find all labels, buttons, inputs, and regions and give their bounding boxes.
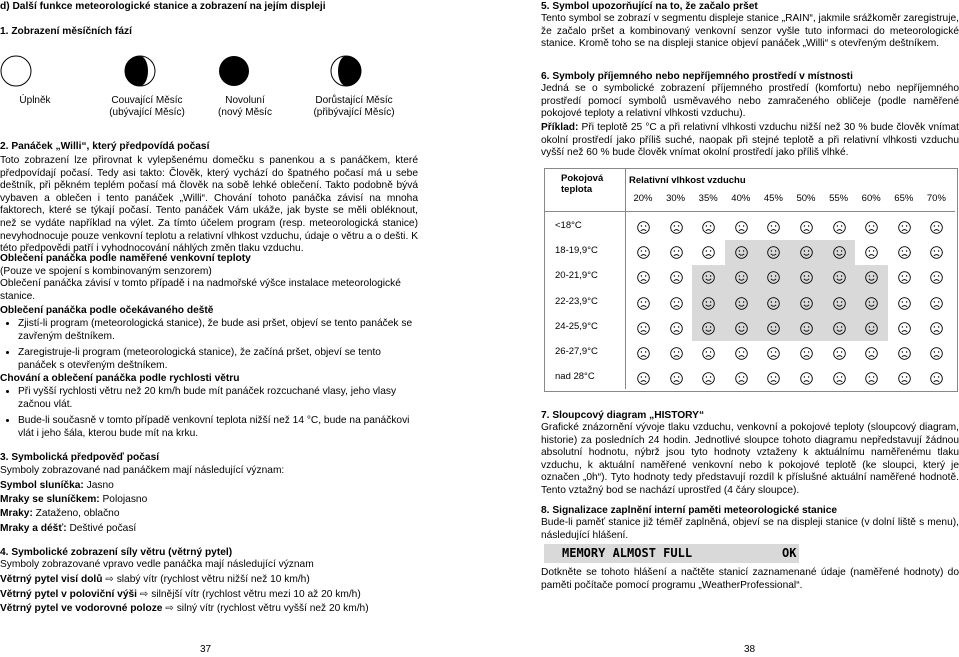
left-page-title: d) Další funkce meteorologické stanice a zobrazení na jejím displeji bbox=[0, 1, 326, 12]
section2-paragraph: Toto zobrazení lze přirovnat k vylepšenému domečku s panenkou a s panáčkem, které předpovídají počasí. Tedy asi takto: Člověk, který vychází do špatného počasí má u sebe deštník, při pěkném teplém počasí má člověk na sobě lehké oblečení. Takto podobně bývá vybaven a oblečen i tento panáček „Willi“. Chování tohoto panáčka závisí na mnoha faktorech, které se týkají počasí. Tento panáček Vám ukáže, jak byste se měli obléknout, než se vydáte například na výlet. Za tímto účelem program (resp. meteorologická stanice) nevyhodnocuje pouze venkovní teplotu a relativní vlhkost vzduchu, údaje o větru a o dešti. K této předpovědi patří i vyhodnocování náhlých změn tlaku vzduchu. bbox=[0, 155, 418, 255]
forecast-symbol-item bbox=[0, 494, 418, 507]
new-moon-icon bbox=[218, 55, 250, 87]
frown-face-icon bbox=[930, 297, 943, 310]
section2-paragraph-altitude: Oblečení panáčka závisí v tomto případě i na nadmořské výšce instalace meteorologické stanice. bbox=[0, 278, 401, 302]
smile-face-icon bbox=[833, 271, 846, 284]
moon-label-line: (ubývající Měsíc) bbox=[109, 107, 185, 118]
frown-face-icon bbox=[735, 221, 748, 234]
page-number: 38 bbox=[744, 644, 756, 655]
frown-face-icon bbox=[930, 347, 943, 360]
moon-label-line: Dorůstající Měsíc bbox=[315, 95, 393, 106]
frown-face-icon bbox=[930, 322, 943, 335]
frown-face-icon bbox=[800, 221, 813, 234]
frown-face-icon bbox=[800, 372, 813, 385]
section7-title: 7. Sloupcový diagram „HISTORY“ bbox=[541, 410, 705, 421]
frown-face-icon bbox=[898, 271, 911, 284]
humidity-column-label: 50% bbox=[796, 193, 816, 204]
smile-face-icon bbox=[800, 246, 813, 259]
humidity-column-label: 35% bbox=[698, 193, 718, 204]
smile-face-icon bbox=[702, 297, 715, 310]
smile-face-icon bbox=[735, 322, 748, 335]
frown-face-icon bbox=[898, 297, 911, 310]
moon-phases bbox=[0, 55, 418, 89]
moon-label-line: Úplněk bbox=[19, 95, 51, 106]
frown-face-icon bbox=[865, 372, 878, 385]
comfort-zone-shade bbox=[692, 316, 888, 341]
frown-face-icon bbox=[702, 347, 715, 360]
moon-label-new bbox=[205, 95, 285, 119]
smile-face-icon bbox=[702, 271, 715, 284]
section5-text: Tento symbol se zobrazí v segmentu displeje stanice „RAIN“, jakmile srážkoměr zaregistruje, že začalo pršet a kombinovaný venkovní senzor vyšle tuto informaci do meteorologické stanice. Kromě toho se na displeji stanice objeví panáček „Willi“ s otevřeným deštníkem. bbox=[541, 13, 959, 50]
moon-label-waning bbox=[92, 95, 202, 119]
smile-face-icon bbox=[800, 271, 813, 284]
section4-title: 4. Symbolické zobrazení síly větru (větrný pytel) bbox=[0, 547, 233, 558]
arrow-right-icon: ⇨ bbox=[105, 574, 114, 585]
wind-bullet-list bbox=[0, 386, 418, 444]
section4-intro: Symboly zobrazované vpravo vedle panáčka mají následující význam bbox=[0, 559, 314, 570]
frown-face-icon bbox=[637, 372, 650, 385]
forecast-symbol-value: Deštivé počasí bbox=[66, 523, 137, 534]
frown-face-icon bbox=[930, 221, 943, 234]
forecast-symbol-value: Jasno bbox=[83, 480, 114, 491]
frown-face-icon bbox=[865, 347, 878, 360]
frown-face-icon bbox=[637, 347, 650, 360]
frown-face-icon bbox=[898, 347, 911, 360]
humidity-column-label: 20% bbox=[633, 193, 653, 204]
wind-sock-item bbox=[0, 589, 418, 602]
moon-label-line: (přibývající Měsíc) bbox=[313, 107, 395, 118]
table-divider bbox=[625, 169, 626, 389]
wind-sock-value: silnější vítr (rychlost větru mezi 10 až 20 km/h) bbox=[148, 589, 361, 600]
forecast-symbol-value: Zataženo, oblačno bbox=[32, 508, 120, 519]
humidity-column-label: 70% bbox=[926, 193, 946, 204]
comfort-zone-shade bbox=[692, 265, 888, 290]
smile-face-icon bbox=[833, 246, 846, 259]
smile-face-icon bbox=[833, 297, 846, 310]
wind-sock-value: silný vítr (rychlost větru vyšší než 20 km/h) bbox=[173, 603, 369, 614]
frown-face-icon bbox=[767, 347, 780, 360]
rain-bullet-list bbox=[0, 318, 418, 376]
frown-face-icon bbox=[767, 372, 780, 385]
page-number: 37 bbox=[200, 644, 212, 655]
frown-face-icon bbox=[637, 322, 650, 335]
humidity-column-label: 60% bbox=[861, 193, 881, 204]
waxing-moon-icon bbox=[330, 55, 362, 87]
section2-heading-rain: Oblečení panáčka podle očekávaného deště bbox=[0, 305, 214, 316]
section3-title: 3. Symbolická předpověď počasí bbox=[0, 452, 160, 463]
temperature-row-label: 20-21,9°C bbox=[555, 270, 598, 282]
forecast-symbol-key: Mraky: bbox=[0, 508, 33, 519]
section8-text: Bude-li paměť stanice již téměř zaplněná, objeví se na displeji stanice (v dolní liště s menu), následující hlášení. bbox=[541, 517, 959, 541]
smile-face-icon bbox=[833, 322, 846, 335]
temperature-row-label: 26-27,9°C bbox=[555, 346, 598, 357]
moon-label-line: Couvající Měsíc bbox=[111, 95, 183, 106]
frown-face-icon bbox=[833, 347, 846, 360]
smile-face-icon bbox=[767, 322, 780, 335]
frown-face-icon bbox=[898, 372, 911, 385]
forecast-symbol-key: Symbol sluníčka: bbox=[0, 480, 84, 491]
moon-label-line: (nový Měsíc bbox=[218, 107, 272, 118]
humidity-column-label: 40% bbox=[731, 193, 751, 204]
forecast-symbol-value: Polojasno bbox=[99, 494, 148, 505]
section6-title: 6. Symboly příjemného nebo nepříjemného prostředí v místnosti bbox=[541, 71, 853, 82]
smile-face-icon bbox=[800, 322, 813, 335]
section7-text: Grafické znázornění vývoje tlaku vzduchu, venkovní a pokojové teploty (sloupcový diagram, historie) za posledních 24 hodin. Jednotlivé sloupce tohoto diagramu nepředstavují žádnou absolutní hodnotu, nýbrž jsou tyto hodnoty vztaženy k aktuálnímu naměřenému tlaku vzduchu, k aktuální naměřené venkovní nebo k pokojové teplotě (ke sloupci, který je označen „0h“). Tyto hodnoty tedy představují rozdíl k příslušné aktuální naměřené hodnotě. Tento vztažný bod se nachází uprostřed (4 čáry sloupce). bbox=[541, 422, 959, 496]
frown-face-icon bbox=[670, 221, 683, 234]
example-text: Při teplotě 25 °C a při relativní vlhkosti vzduchu nižší než 30 % bude člověk vnímat okolní prostředí jako příliš suché, naopak při stejné teplotě a při relativní vlhkosti vzduchu vyšší než 60 % bude člověk vnímat okolní prostředí jako příliš vlhké. bbox=[541, 122, 959, 159]
moon-label-line: Novoluní bbox=[225, 95, 265, 106]
frown-face-icon bbox=[898, 221, 911, 234]
full-moon-icon bbox=[0, 55, 32, 87]
section1-title: 1. Zobrazení měsíčních fází bbox=[0, 26, 132, 37]
smile-face-icon bbox=[767, 271, 780, 284]
temperature-header: Pokojová teplota bbox=[561, 173, 604, 195]
frown-face-icon bbox=[735, 372, 748, 385]
table-divider bbox=[545, 211, 955, 212]
frown-face-icon bbox=[930, 271, 943, 284]
waning-moon-icon bbox=[124, 55, 156, 87]
frown-face-icon bbox=[670, 271, 683, 284]
wind-sock-item bbox=[0, 603, 418, 616]
humidity-column-label: 65% bbox=[894, 193, 914, 204]
section8-text2: Dotkněte se tohoto hlášení a načtěte stanicí zaznamenané údaje (naměřené hodnoty) do paměti počítače pomocí programu „WeatherProfessional“. bbox=[541, 567, 959, 591]
humidity-column-label: 30% bbox=[666, 193, 686, 204]
example-label: Příklad: bbox=[541, 122, 579, 133]
section8-title: 8. Signalizace zaplnění interní paměti meteorologické stanice bbox=[541, 505, 838, 516]
smile-face-icon bbox=[735, 246, 748, 259]
memory-full-message[interactable] bbox=[544, 544, 799, 563]
forecast-symbol-item bbox=[0, 480, 418, 493]
frown-face-icon bbox=[865, 221, 878, 234]
frown-face-icon bbox=[767, 221, 780, 234]
frown-face-icon bbox=[833, 221, 846, 234]
smile-face-icon bbox=[702, 322, 715, 335]
wind-bullet-item: • Při vyšší rychlosti větru než 20 km/h bude mít panáček rozcuchané vlasy, jeho vlasy začnou vlát. bbox=[18, 386, 418, 411]
wind-sock-key: Větrný pytel v poloviční výši bbox=[0, 589, 138, 600]
section3-intro: Symboly zobrazované nad panáčkem mají následující význam: bbox=[0, 465, 285, 476]
frown-face-icon bbox=[702, 221, 715, 234]
forecast-symbol-item bbox=[0, 508, 418, 521]
temperature-row-label: nad 28°C bbox=[555, 371, 595, 383]
frown-face-icon bbox=[670, 372, 683, 385]
section2-heading-wind: Chování a oblečení panáčka podle rychlosti větru bbox=[0, 373, 240, 384]
rain-bullet-item: • Zjistí-li program (meteorologická stanice), že bude asi pršet, objeví se tento panáček se zavřeným deštníkem. bbox=[18, 318, 418, 343]
frown-face-icon bbox=[637, 271, 650, 284]
frown-face-icon bbox=[865, 246, 878, 259]
section6-text: Jedná se o symbolické zobrazení příjemného prostředí (komfortu) nebo nepříjemného prostředí pomocí symbolů usměvavého nebo zamračeného obličeje (podle naměřené pokojové teploty a relativní vlhkosti vzduchu). bbox=[541, 83, 959, 120]
humidity-column-label: 55% bbox=[829, 193, 849, 204]
temperature-row-label: 22-23,9°C bbox=[555, 295, 598, 307]
moon-label-waxing bbox=[294, 95, 414, 119]
wind-bullet-item: • Bude-li současně v tomto případě venkovní teplota nižší než 14 °C, bude na panáčkovi vlát i jeho šála, kterou bude mít na krku. bbox=[18, 415, 418, 440]
frown-face-icon bbox=[735, 347, 748, 360]
comfort-zone-shade bbox=[692, 291, 888, 316]
frown-face-icon bbox=[637, 246, 650, 259]
frown-face-icon bbox=[898, 246, 911, 259]
arrow-right-icon: ⇨ bbox=[139, 589, 149, 600]
section5-title: 5. Symbol upozorňující na to, že začalo pršet bbox=[541, 1, 758, 12]
frown-face-icon bbox=[637, 221, 650, 234]
frown-face-icon bbox=[833, 372, 846, 385]
smile-face-icon bbox=[767, 297, 780, 310]
frown-face-icon bbox=[670, 322, 683, 335]
frown-face-icon bbox=[637, 297, 650, 310]
wind-sock-value: slabý vítr (rychlost větru nižší než 10 km/h) bbox=[113, 574, 310, 585]
frown-face-icon bbox=[702, 372, 715, 385]
forecast-symbol-key: Mraky se sluníčkem: bbox=[0, 494, 100, 505]
forecast-symbol-item bbox=[0, 523, 418, 536]
memory-ok-button[interactable]: OK bbox=[782, 546, 797, 560]
arrow-right-icon: ⇨ bbox=[165, 603, 174, 614]
frown-face-icon bbox=[930, 372, 943, 385]
smile-face-icon bbox=[865, 322, 878, 335]
frown-face-icon bbox=[670, 347, 683, 360]
section2-title: 2. Panáček „Willi“, který předpovídá počasí bbox=[0, 141, 210, 152]
comfort-table bbox=[544, 168, 958, 392]
frown-face-icon bbox=[702, 246, 715, 259]
section2-heading-temperature: Oblečení panáčka podle naměřené venkovní teploty bbox=[0, 253, 251, 264]
smile-face-icon bbox=[800, 297, 813, 310]
smile-face-icon bbox=[767, 246, 780, 259]
moon-label-full bbox=[0, 95, 70, 107]
wind-sock-key: Větrný pytel ve vodorovné poloze bbox=[0, 603, 163, 614]
wind-sock-item bbox=[0, 574, 418, 587]
forecast-symbol-key: Mraky a déšť: bbox=[0, 523, 67, 534]
smile-face-icon bbox=[735, 297, 748, 310]
rain-bullet-item: • Zaregistruje-li program (meteorologická stanice), že začíná pršet, objeví se tento panáček s otevřeným deštníkem. bbox=[18, 347, 418, 372]
frown-face-icon bbox=[898, 322, 911, 335]
temperature-row-label: 18-19,9°C bbox=[555, 245, 598, 257]
smile-face-icon bbox=[865, 297, 878, 310]
frown-face-icon bbox=[670, 246, 683, 259]
frown-face-icon bbox=[930, 246, 943, 259]
section6-example bbox=[541, 122, 959, 160]
smile-face-icon bbox=[865, 271, 878, 284]
memory-full-text: MEMORY ALMOST FULL bbox=[562, 546, 693, 560]
smile-face-icon bbox=[735, 271, 748, 284]
humidity-header: Relativní vlhkost vzduchu bbox=[629, 175, 746, 186]
wind-sock-key: Větrný pytel visí dolů bbox=[0, 574, 103, 585]
frown-face-icon bbox=[670, 297, 683, 310]
humidity-column-label: 45% bbox=[763, 193, 783, 204]
section2-note: (Pouze ve spojení s kombinovaným senzorem) bbox=[0, 266, 212, 277]
frown-face-icon bbox=[800, 347, 813, 360]
temperature-row-label: <18°C bbox=[555, 220, 582, 231]
temperature-row-label: 24-25,9°C bbox=[555, 320, 598, 332]
